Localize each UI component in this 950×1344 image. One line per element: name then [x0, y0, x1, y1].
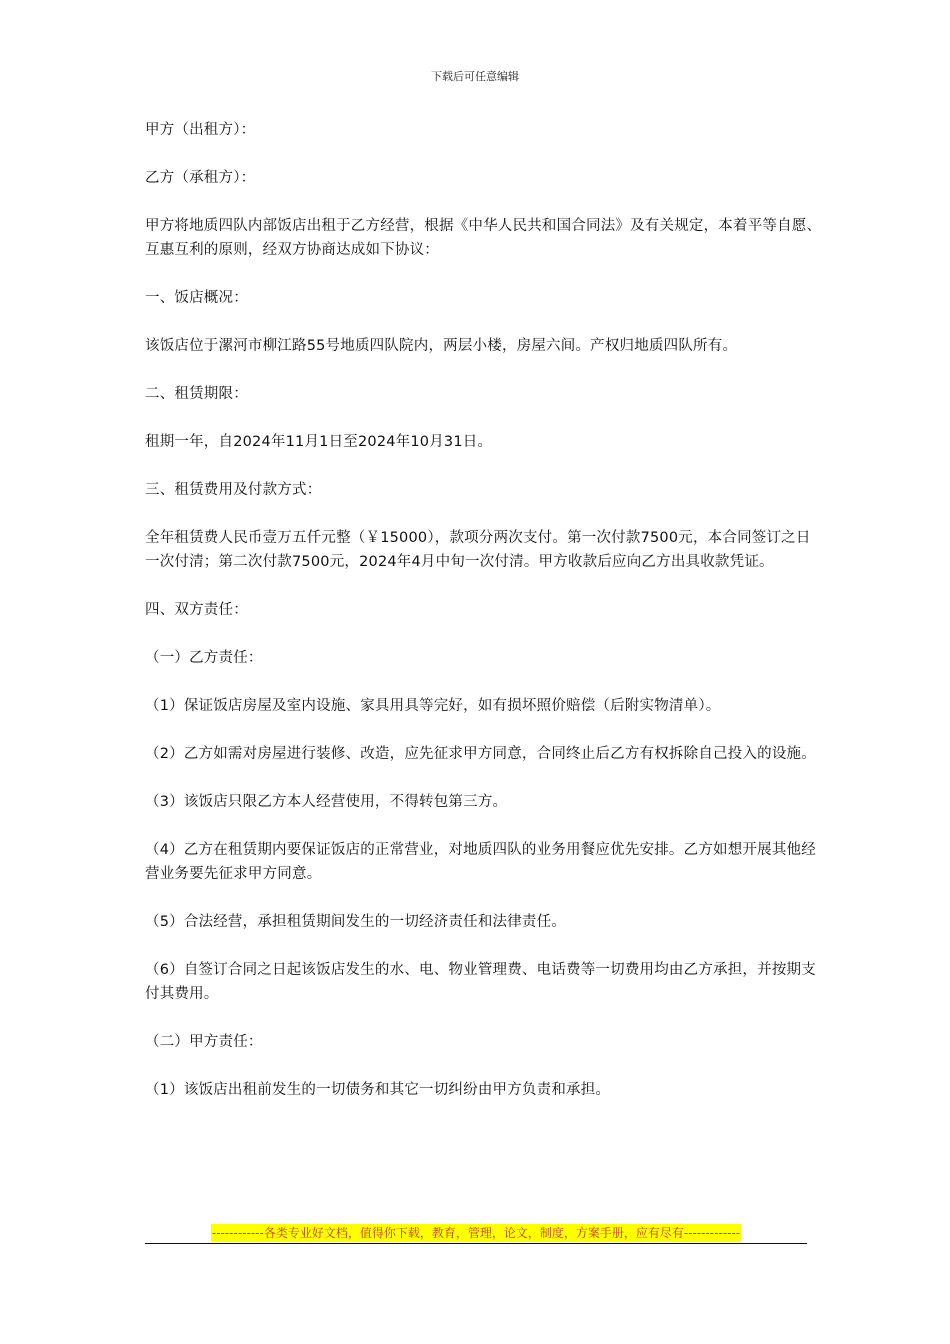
party-b-clause-2: （2）乙方如需对房屋进行装修、改造，应先征求甲方同意，合同终止后乙方有权拆除自己投入的设施。	[145, 746, 816, 762]
section-heading-term: 二、租赁期限：	[145, 386, 248, 402]
party-b-clause-5: （5）合法经营，承担租赁期间发生的一切经济责任和法律责任。	[145, 914, 567, 930]
party-b-clause-6: （6）自签订合同之日起该饭店发生的水、电、物业管理费、电话费等一切费用均由乙方承担，并按期支付其费用。	[145, 962, 816, 1002]
section-heading-fees: 三、租赁费用及付款方式：	[145, 482, 322, 498]
term-paragraph: 租期一年，自2024年11月1日至2024年10月31日。	[145, 434, 493, 450]
section-heading-overview: 一、饭店概况：	[145, 290, 248, 306]
subsection-heading-party-b: （一）乙方责任：	[145, 650, 263, 666]
page-header-note: 下载后可任意编辑	[431, 70, 519, 83]
party-b-clause-3: （3）该饭店只限乙方本人经营使用，不得转包第三方。	[145, 794, 508, 810]
overview-paragraph: 该饭店位于漯河市柳江路55号地质四队院内，两层小楼，房屋六间。产权归地质四队所有。	[145, 338, 738, 354]
footer-promo-note: ------------各类专业好文档，值得你下载，教育，管理，论文，制度，方案手册，应有尽有-------------	[211, 1226, 741, 1240]
party-b-clause-4: （4）乙方在租赁期内要保证饭店的正常营业，对地质四队的业务用餐应优先安排。乙方如想开展其他经营业务要先征求甲方同意。	[145, 842, 816, 882]
document-body	[145, 118, 825, 1126]
subsection-heading-party-a: （二）甲方责任：	[145, 1034, 263, 1050]
fees-paragraph: 全年租赁费人民币壹万五仟元整（￥15000），款项分两次支付。第一次付款7500元，本合同签订之日一次付清；第二次付款7500元，2024年4月中旬一次付清。甲方收款后应向乙方出具收款凭证。	[145, 530, 811, 570]
party-b-line: 乙方（承租方）：	[145, 170, 256, 186]
party-a-clause-1: （1）该饭店出租前发生的一切债务和其它一切纠纷由甲方负责和承担。	[145, 1082, 611, 1098]
preamble-paragraph: 甲方将地质四队内部饭店出租于乙方经营，根据《中华人民共和国合同法》及有关规定，本着平等自愿、互惠互利的原则，经双方协商达成如下协议：	[145, 218, 822, 258]
party-b-clause-1: （1）保证饭店房屋及室内设施、家具用具等完好，如有损坏照价赔偿（后附实物清单）。	[145, 698, 721, 714]
footer-divider	[145, 1243, 807, 1244]
page-footer	[145, 1222, 807, 1242]
section-heading-responsibilities: 四、双方责任：	[145, 602, 248, 618]
party-a-line: 甲方（出租方）：	[145, 122, 256, 138]
